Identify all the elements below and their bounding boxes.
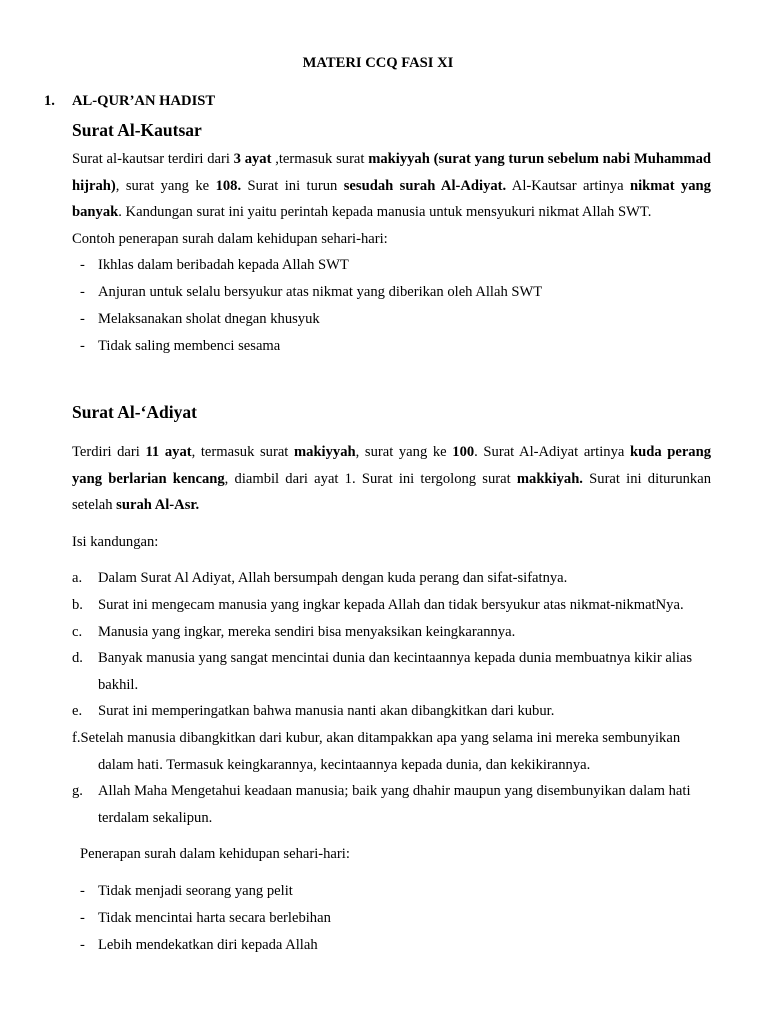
list-item [72,932,711,959]
dash-bullet: - [80,284,85,301]
list-item [72,878,711,905]
bold-text-run: 11 ayat [145,444,192,460]
kautsar-heading: Surat Al-Kautsar [72,120,202,140]
bold-text-run: nikmat yang banyak [72,177,711,221]
dash-bullet: - [80,936,85,953]
adiyat-heading: Surat Al-‘Adiyat [72,402,197,422]
list-item-marker: d. [72,650,83,667]
list-item-text: Ikhlas dalam beribadah kepada Allah SWT [98,257,349,274]
list-item [72,905,711,932]
text-run: Surat ini turun [241,177,344,194]
list-item [72,306,711,333]
adiyat-paragraph [72,439,711,519]
bold-text-run: 3 ayat [233,151,272,167]
adiyat-application-intro: Penerapan surah dalam kehidupan sehari-hari: [80,846,350,863]
text-run: . Kandungan surat ini yaitu perintah kepada manusia untuk mensyukuri nikmat Allah SWT. [118,204,652,221]
dash-bullet: - [80,882,85,899]
list-item [72,778,711,831]
section-number: 1. [44,93,55,109]
list-item-marker: b. [72,596,83,613]
list-item-marker: a. [72,570,83,587]
list-item [72,565,711,592]
bold-text-run: sesudah surah Al-Adiyat. [343,177,507,194]
adiyat-contents-list [72,565,711,831]
list-item-text: Lebih mendekatkan diri kepada Allah [98,936,318,953]
list-item-text: Surat ini memperingatkan bahwa manusia nanti akan dibangkitkan dari kubur. [98,703,555,720]
bold-text-run: makiyyah [293,444,356,460]
document-title: MATERI CCQ FASI XI [302,55,454,71]
list-item [72,619,711,646]
list-item [72,252,711,279]
bold-text-run: makiyyah (surat yang turun sebelum nabi Muhammad hijrah) [72,151,711,194]
text-run: , surat yang ke [115,177,216,194]
kautsar-section [72,118,711,360]
list-item-text: Allah Maha Mengetahui keadaan manusia; baik yang dhahir maupun yang disembunyikan dalam hati terdalam sekalipun. [98,783,691,826]
list-item [72,698,711,725]
list-item-marker: g. [72,783,83,800]
text-run: , diambil dari ayat 1. Surat ini tergolong surat [224,470,517,487]
list-item-text: Tidak menjadi seorang yang pelit [98,882,293,899]
kautsar-examples-intro: Contoh penerapan surah dalam kehidupan sehari-hari: [72,230,388,247]
list-item-text: Dalam Surat Al Adiyat, Allah bersumpah dengan kuda perang dan sifat-sifatnya. [98,570,568,587]
text-run: Surat al-kautsar terdiri dari [72,151,234,167]
text-run: Al-Kautsar artinya [506,177,630,194]
list-item [72,645,711,698]
adiyat-applications-list [72,878,711,959]
text-run: , surat yang ke [355,444,453,460]
list-item-text: Banyak manusia yang sangat mencintai dunia dan kecintaannya kepada dunia membuatnya kikir alias bakhil. [98,650,693,693]
adiyat-content-intro: Isi kandungan: [72,533,159,550]
text-run: Surat ini diturunkan setelah [72,470,711,514]
list-item [72,279,711,306]
adiyat-section [72,400,711,959]
text-run: , termasuk surat [191,444,294,460]
kautsar-paragraph [72,146,711,226]
kautsar-examples-list [72,252,711,360]
list-item [72,333,711,360]
bold-text-run: kuda perang yang berlarian kencang [72,444,712,487]
list-item [72,725,711,778]
list-item-text: Surat ini mengecam manusia yang ingkar kepada Allah dan tidak bersyukur atas nikmat-nikmatNya. [98,596,684,613]
text-run: Terdiri dari [72,444,146,460]
bold-text-run: 108. [215,177,242,194]
list-item-text: Manusia yang ingkar, mereka sendiri bisa menyaksikan keingkarannya. [98,623,516,640]
list-item-text: Anjuran untuk selalu bersyukur atas nikmat yang diberikan oleh Allah SWT [98,284,543,301]
list-item-text: Setelah manusia dibangkitkan dari kubur, akan ditampakkan apa yang selama ini mereka sembunyikan dalam hati. Termasuk keingkarannya, kecintaannya kepada dunia, dan kekikirannya. [80,729,681,773]
bold-text-run: makkiyah. [516,470,583,487]
list-item-marker: e. [72,703,83,720]
list-item-text: Tidak saling membenci sesama [98,338,281,355]
dash-bullet: - [80,257,85,274]
dash-bullet: - [80,311,85,328]
dash-bullet: - [80,338,85,355]
list-item-marker: c. [72,623,83,640]
list-item [72,592,711,619]
bold-text-run: surah Al-Asr. [116,497,200,514]
list-item-text: Melaksanakan sholat dnegan khusyuk [98,311,320,328]
text-run: . Surat Al-Adiyat artinya [474,444,630,460]
dash-bullet: - [80,909,85,926]
list-item-text: Tidak mencintai harta secara berlebihan [98,909,331,926]
text-run: ,termasuk surat [271,151,369,167]
list-item-marker: f. [72,729,81,746]
section-title: AL-QUR’AN HADIST [72,93,216,109]
bold-text-run: 100 [452,444,475,460]
